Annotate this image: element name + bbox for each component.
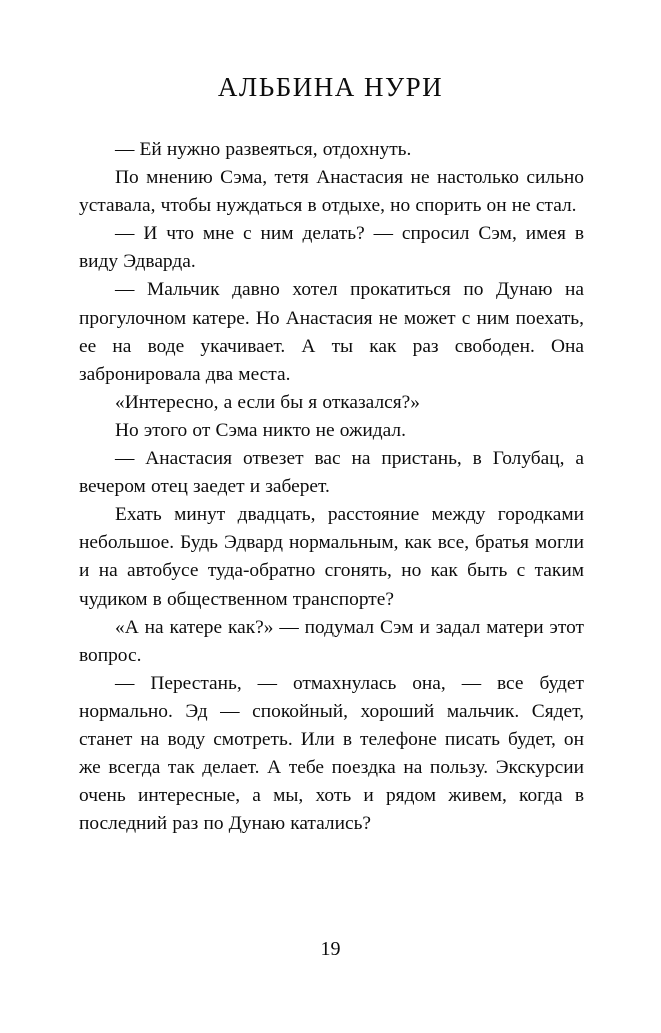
- paragraph: — Ей нужно развеяться, отдохнуть.: [115, 139, 412, 160]
- page-number: 19: [320, 938, 341, 960]
- paragraph: «А на катере как?» — подумал Сэм и задал матери этот вопрос.: [79, 616, 584, 666]
- paragraph: По мнению Сэма, тетя Анастасия не настолько сильно уставала, чтобы нуждаться в отдыхе, но спорить он не стал.: [79, 167, 584, 217]
- paragraph: — Перестань, — отмахнулась она, — все будет нормально. Эд — спокойный, хороший мальчик. Сядет, станет на воду смотреть. Или в телефоне писать будет, он же всегда так делает. А тебе поездка на пользу. Экскурсии очень интересные, а мы, хоть и рядом живем, когда в последний раз по Дунаю катались?: [79, 672, 584, 835]
- paragraph: «Интересно, а если бы я отказался?»: [115, 391, 420, 413]
- paragraph: — Анастасия отвезет вас на пристань, в Голубац, а вечером отец заедет и заберет.: [79, 448, 584, 498]
- paragraph: Ехать минут двадцать, расстояние между городками небольшое. Будь Эдвард нормальным, как все, братья могли и на автобусе туда-обратно сгонять, но как быть с таким чудиком в общественном транспорте?: [79, 504, 584, 610]
- running-head-author: АЛЬБИНА НУРИ: [217, 72, 444, 102]
- body-text: [79, 136, 584, 838]
- paragraph: Но этого от Сэма никто не ожидал.: [115, 419, 406, 441]
- paragraph: — Мальчик давно хотел прокатиться по Дунаю на прогулочном катере. Но Анастасия не может с ним поехать, ее на воде укачивает. А ты как раз свободен. Она забронировала два места.: [79, 279, 584, 385]
- paragraph: — И что мне с ним делать? — спросил Сэм, имея в виду Эдварда.: [79, 223, 584, 273]
